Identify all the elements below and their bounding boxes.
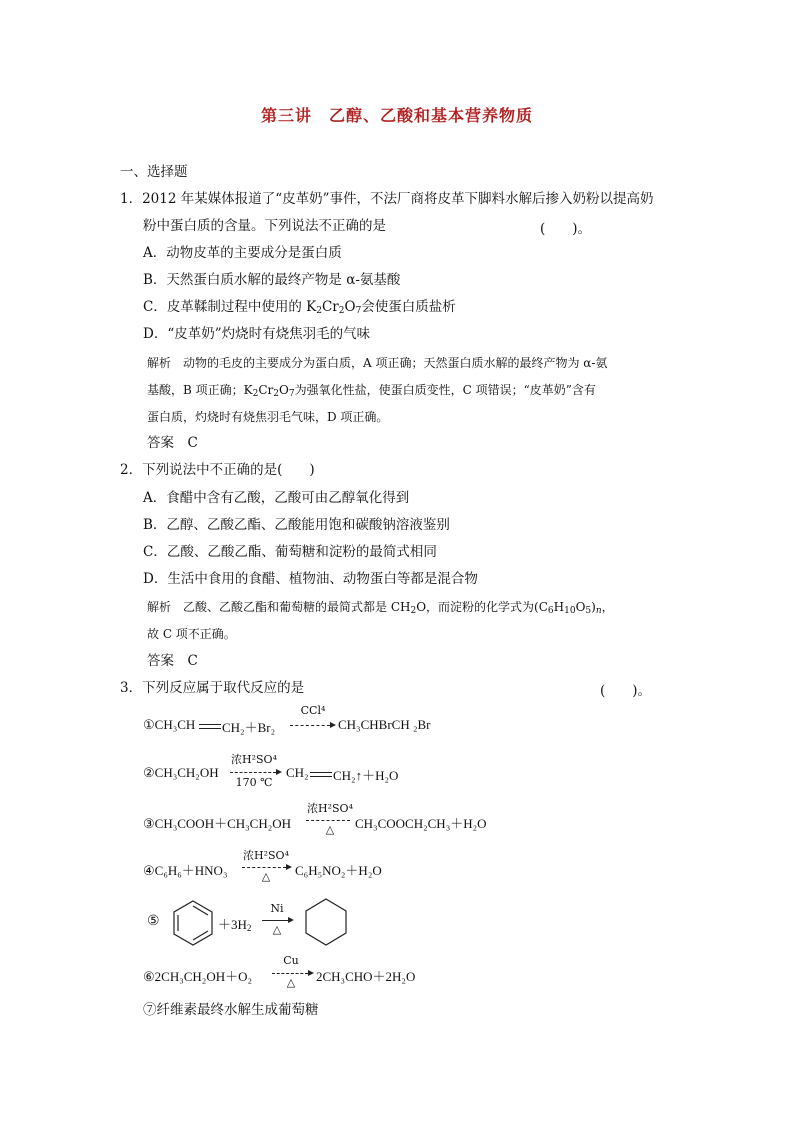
r6-arrowhead (308, 970, 314, 976)
q1-exp-l2-pre: 基酸，B 项正确；K (147, 383, 253, 397)
r3-condition-bottom: △ (325, 823, 335, 836)
q1-option-c: C．皮革鞣制过程中使用的 $K_2Cr_2O_7$会使蛋白质盐析 (143, 299, 456, 316)
r5-condition-top: Ni (270, 902, 284, 915)
q1-option-c-mid: Cr (321, 299, 339, 315)
q1-stem-line1: 1．2012 年某媒体报道了“皮革奶”事件，不法厂商将皮革下脚料水解后掺入奶粉以提高奶 (120, 191, 654, 207)
r2-left: ②CH₃CH₂OH (143, 765, 219, 780)
cyclohexane-ring-icon (300, 896, 352, 948)
r1-arrowhead (330, 722, 336, 728)
q1-exp-l2-post: 为强氧化性盐，使蛋白质变性，C 项错误；“皮革奶”含有 (294, 383, 596, 397)
q2-explanation-line1: 解析 乙酸、乙酸乙酯和葡萄糖的最简式都是 $CH_2O$，而淀粉的化学式为$(C_6H_{10}O_5)_n$， (147, 600, 614, 616)
q1-option-c-post: 会使蛋白质盐析 (361, 299, 456, 315)
r2-condition-bottom: 170 ℃ (235, 776, 273, 789)
r6-condition-top: Cu (283, 954, 299, 967)
q2-exp-l1-post: ) (591, 600, 596, 614)
q3-stem: 3．下列反应属于取代反应的是 (120, 680, 305, 696)
r2-arrowhead (276, 769, 282, 775)
q1-explanation-line1: 解析 动物的毛皮的主要成分为蛋白质，A 项正确；天然蛋白质水解的最终产物为 α-氨 (147, 356, 608, 370)
r3-condition-top: 浓H²SO⁴ (307, 802, 353, 815)
r4-right: C₆H₅NO₂＋H₂O (295, 863, 382, 878)
q1-answer-blank: ( )。 (540, 221, 592, 237)
benzene-ring-icon (168, 898, 218, 948)
r1-mid: CH₂＋Br₂ (222, 720, 276, 735)
r6-right: 2CH₃CHO＋2H₂O (316, 969, 416, 984)
q1-option-c-pre: C．皮革鞣制过程中使用的 K (143, 299, 317, 315)
q2-answer: 答案 C (147, 653, 198, 669)
page-title: 第三讲 乙醇、乙酸和基本营养物质 (260, 106, 533, 125)
r1-double-bond (199, 724, 221, 729)
r4-arrow (242, 867, 286, 868)
r1-arrow (290, 725, 330, 726)
q2-option-a: A．食醋中含有乙酸，乙酸可由乙醇氧化得到 (143, 490, 410, 506)
r3-left: ③CH₃COOH＋CH₃CH₂OH (143, 816, 292, 831)
r2-condition-top: 浓H²SO⁴ (231, 753, 277, 766)
r4-left: ④C₆H₆＋HNO₃ (143, 863, 228, 878)
r1-right: CH₃CHBrCH ₂Br (338, 717, 431, 732)
q2-option-d: D．生活中食用的食醋、植物油、动物蛋白等都是混合物 (143, 571, 478, 587)
r5-plus-h2-text: ＋3H (218, 917, 247, 932)
r5-number: ⑤ (147, 914, 160, 929)
r5-arrow (262, 920, 288, 921)
r4-condition-top: 浓H²SO⁴ (243, 849, 289, 862)
q1-exp-l2-mid: Cr (258, 383, 274, 397)
q1-explanation-line3: 蛋白质，灼烧时有烧焦羽毛气味，D 项正确。 (147, 410, 389, 424)
r5-condition-bottom: △ (272, 923, 282, 936)
q2-option-b: B．乙醇、乙酸乙酯、乙酸能用饱和碳酸钠溶液鉴别 (143, 517, 450, 533)
r2-double-bond (310, 772, 332, 777)
q1-option-d: D．“皮革奶”灼烧时有烧焦羽毛的气味 (143, 326, 371, 342)
section-heading: 一、选择题 (120, 164, 188, 180)
r2-right-b: CH₂↑＋H₂O (333, 768, 399, 783)
r1-left: ①CH₃CH (143, 717, 196, 732)
q1-explanation-line2: 基酸，B 项正确；$K_2Cr_2O_7$为强氧化性盐，使蛋白质变性，C 项错误；“皮革奶”含有 (147, 383, 596, 399)
q2-exp-l1-mid: O，而淀粉的化学式为(C (416, 600, 548, 614)
r6-left: ⑥2CH₃CH₂OH＋O₂ (143, 969, 253, 984)
q2-explanation-line2: 故 C 项不正确。 (147, 627, 236, 641)
q1-stem-line2: 粉中蛋白质的含量。下列说法不正确的是 (143, 218, 386, 234)
r6-condition-bottom: △ (286, 976, 296, 989)
q2-exp-l1-pre: 解析 乙酸、乙酸乙酯和葡萄糖的最简式都是 CH (147, 600, 411, 614)
reaction-7: ⑦纤维素最终水解生成葡萄糖 (143, 1002, 319, 1018)
q1-answer: 答案 C (147, 435, 198, 451)
q3-answer-blank: ( )。 (600, 683, 652, 699)
q1-option-a: A．动物皮革的主要成分是蛋白质 (143, 245, 342, 261)
q2-stem: 2．下列说法中不正确的是( ) (120, 462, 315, 478)
r6-arrow (272, 973, 308, 974)
r4-condition-bottom: △ (261, 870, 271, 883)
q2-option-c: C．乙酸、乙酸乙酯、葡萄糖和淀粉的最简式相同 (143, 544, 437, 560)
r1-condition: CCl⁴ (300, 704, 326, 717)
r2-arrow (230, 772, 276, 773)
r3-right: CH₃COOCH₂CH₃＋H₂O (355, 816, 487, 831)
q1-option-b: B．天然蛋白质水解的最终产物是 α-氨基酸 (143, 272, 401, 288)
r5-plus-h2: $+3H_2$ (218, 917, 252, 933)
r2-right-a: CH₂ (286, 765, 309, 780)
r3-arrow (306, 820, 350, 821)
